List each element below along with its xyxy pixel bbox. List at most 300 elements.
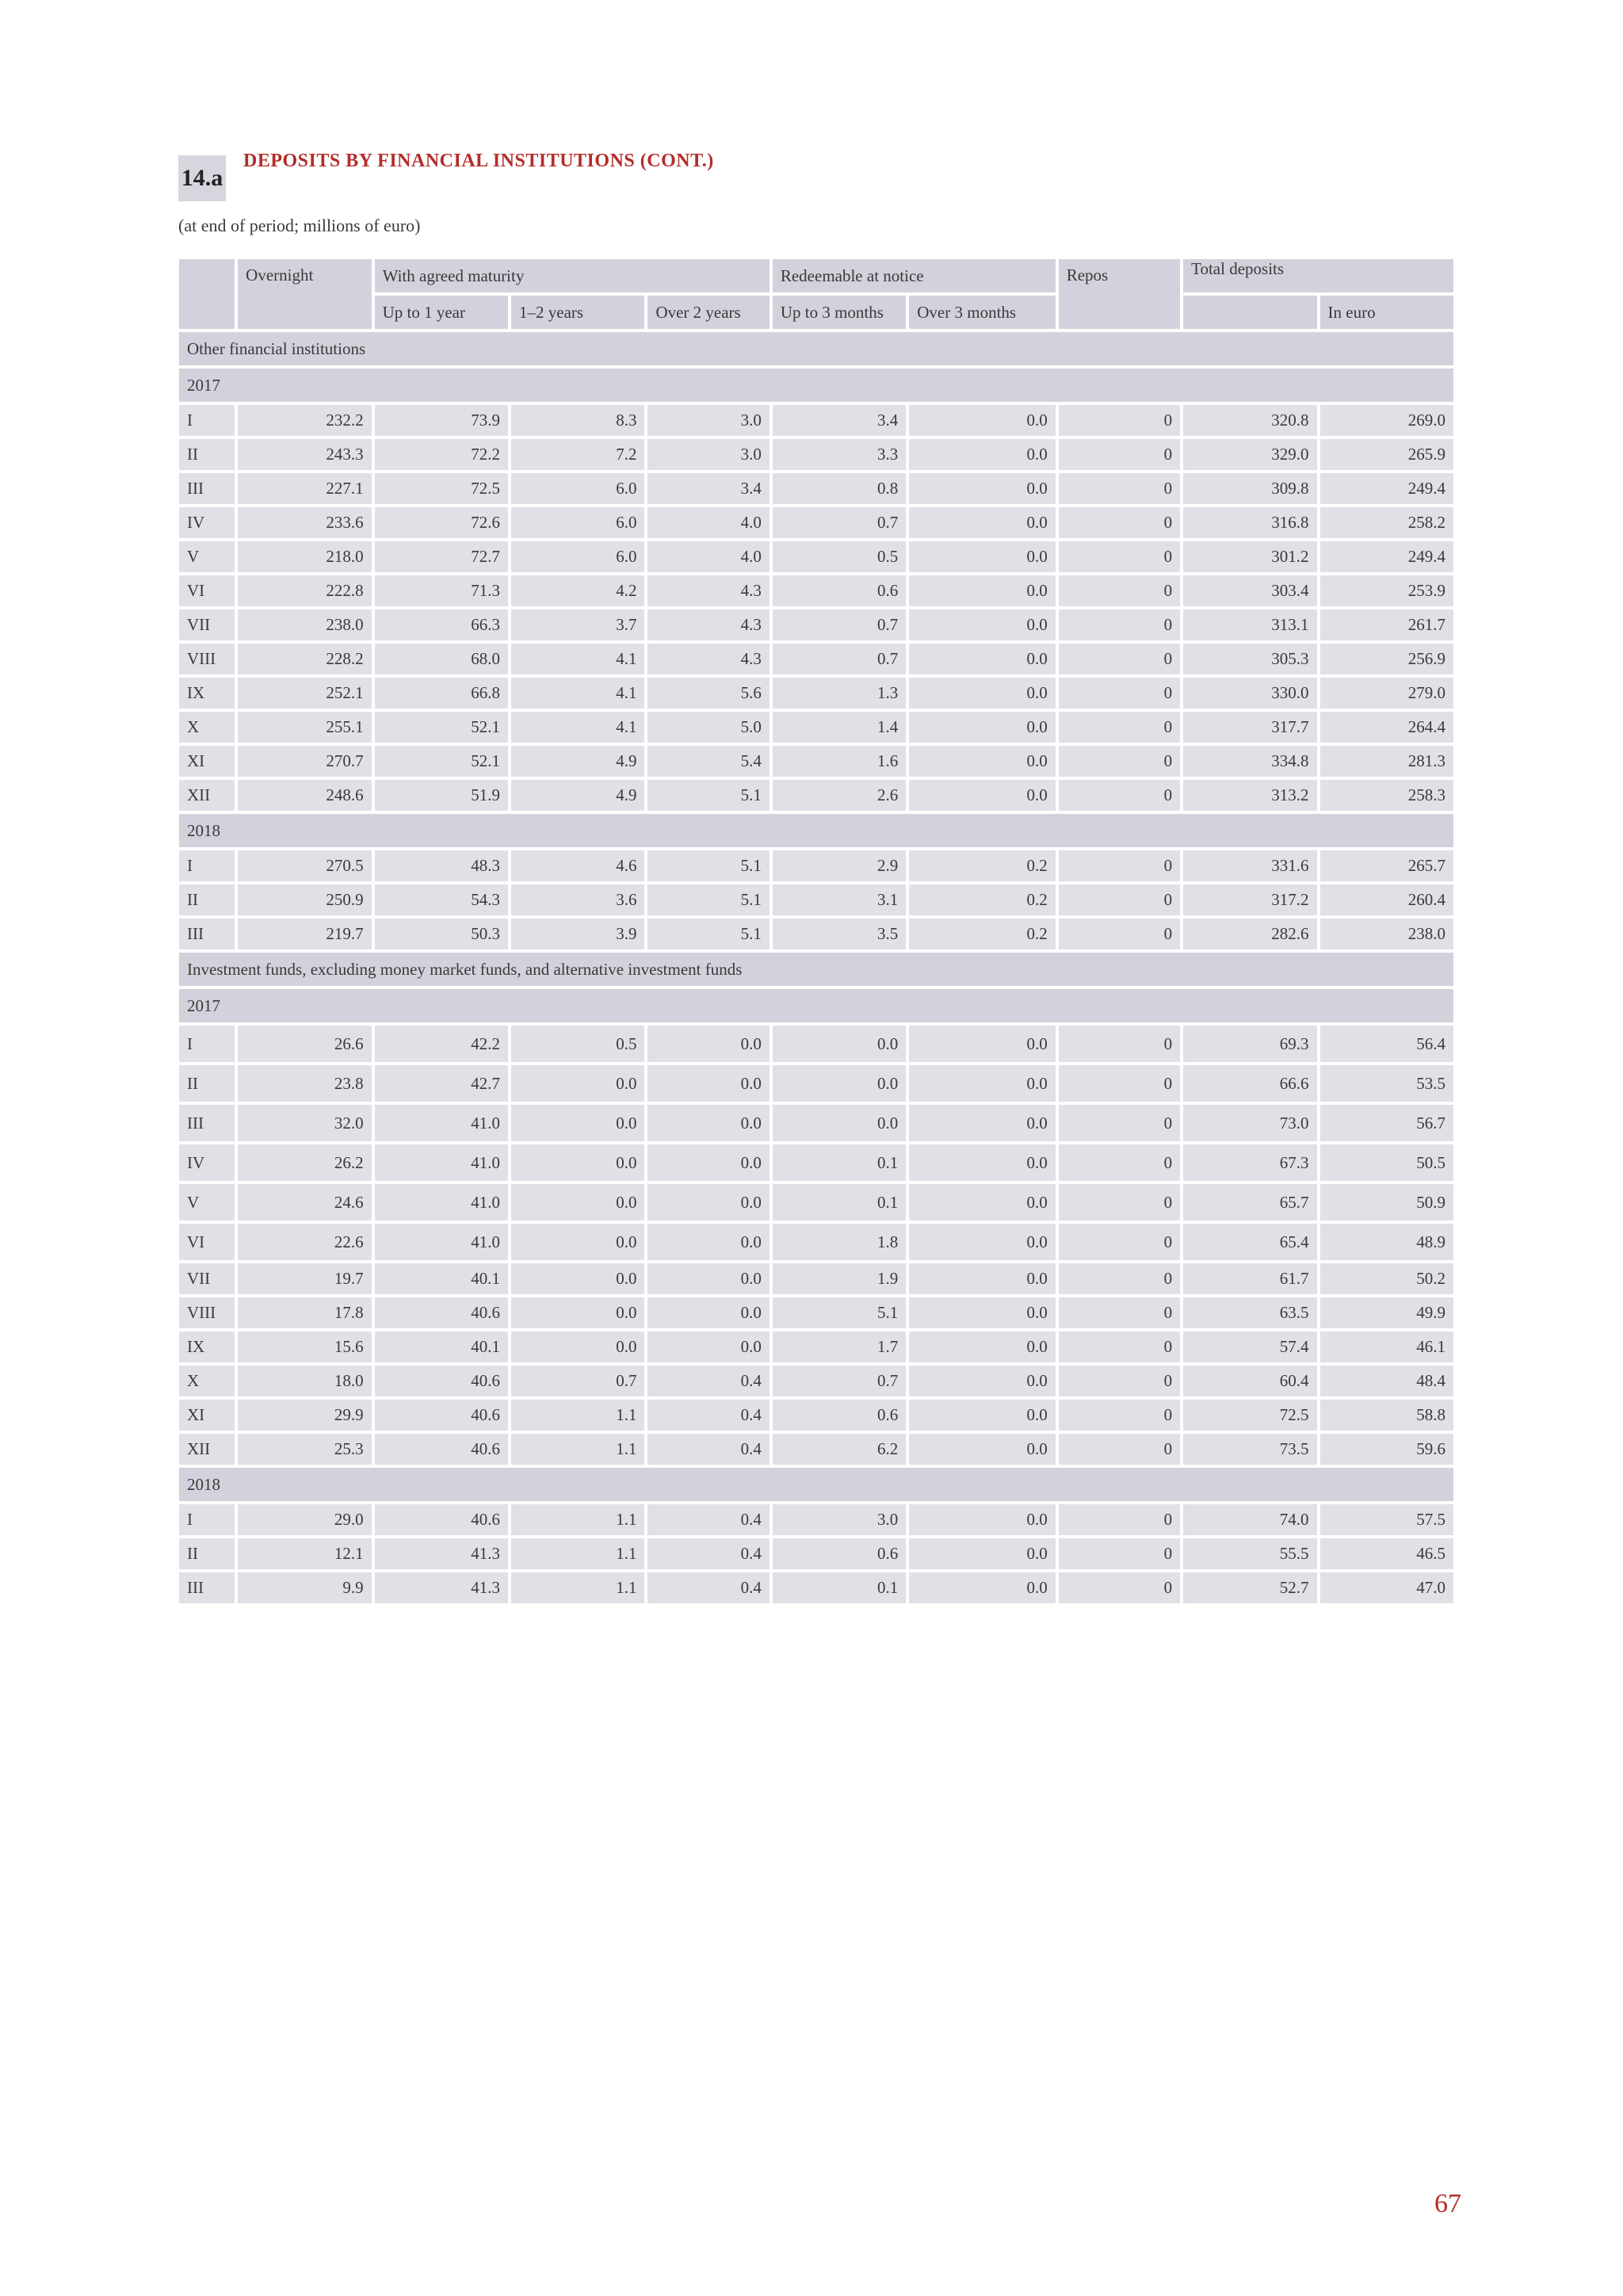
- year-label: 2017: [179, 369, 1453, 402]
- table-row: [179, 1434, 1453, 1465]
- value-cell: 41.0: [375, 1224, 508, 1260]
- value-cell: 3.4: [647, 473, 769, 504]
- value-cell: 0: [1059, 405, 1180, 436]
- period-cell: XII: [179, 780, 235, 811]
- value-cell: 48.4: [1320, 1366, 1453, 1396]
- value-cell: 0.0: [511, 1331, 644, 1362]
- value-cell: 0.0: [909, 1105, 1055, 1141]
- value-cell: 0: [1059, 780, 1180, 811]
- value-cell: 1.4: [773, 712, 906, 743]
- value-cell: 4.1: [511, 644, 644, 674]
- header-up-to-3-months: Up to 3 months: [773, 296, 906, 329]
- value-cell: 1.9: [773, 1263, 906, 1294]
- value-cell: 0.0: [909, 678, 1055, 709]
- period-cell: XII: [179, 1434, 235, 1465]
- value-cell: 258.2: [1320, 507, 1453, 538]
- period-cell: II: [179, 1065, 235, 1102]
- period-cell: VII: [179, 1263, 235, 1294]
- value-cell: 0: [1059, 1434, 1180, 1465]
- value-cell: 3.0: [773, 1504, 906, 1535]
- value-cell: 0.0: [909, 746, 1055, 777]
- section-row: [179, 953, 1453, 986]
- value-cell: 0: [1059, 1105, 1180, 1141]
- value-cell: 1.1: [511, 1434, 644, 1465]
- table-row: [179, 439, 1453, 470]
- value-cell: 260.4: [1320, 884, 1453, 915]
- year-label: 2018: [179, 1468, 1453, 1501]
- value-cell: 56.4: [1320, 1026, 1453, 1062]
- value-cell: 4.0: [647, 507, 769, 538]
- value-cell: 0.0: [909, 1504, 1055, 1535]
- header-agreed-maturity: With agreed maturity: [375, 259, 769, 292]
- value-cell: 0.0: [647, 1144, 769, 1181]
- header-redeemable-notice: Redeemable at notice: [773, 259, 1056, 292]
- value-cell: 67.3: [1183, 1144, 1316, 1181]
- value-cell: 316.8: [1183, 507, 1316, 538]
- value-cell: 3.0: [647, 439, 769, 470]
- value-cell: 281.3: [1320, 746, 1453, 777]
- value-cell: 282.6: [1183, 919, 1316, 949]
- table-row: [179, 1065, 1453, 1102]
- value-cell: 0: [1059, 1331, 1180, 1362]
- value-cell: 0.0: [909, 644, 1055, 674]
- table-row: [179, 1366, 1453, 1396]
- value-cell: 0.1: [773, 1144, 906, 1181]
- value-cell: 23.8: [238, 1065, 371, 1102]
- value-cell: 55.5: [1183, 1538, 1316, 1569]
- value-cell: 0.1: [773, 1184, 906, 1221]
- period-cell: VIII: [179, 644, 235, 674]
- value-cell: 41.3: [375, 1538, 508, 1569]
- value-cell: 0.7: [773, 644, 906, 674]
- table-row: [179, 473, 1453, 504]
- value-cell: 227.1: [238, 473, 371, 504]
- value-cell: 41.0: [375, 1184, 508, 1221]
- value-cell: 0.0: [511, 1184, 644, 1221]
- value-cell: 0: [1059, 1400, 1180, 1431]
- year-row: [179, 369, 1453, 402]
- value-cell: 6.0: [511, 541, 644, 572]
- period-cell: I: [179, 405, 235, 436]
- value-cell: 320.8: [1183, 405, 1316, 436]
- table-row: [179, 1224, 1453, 1260]
- value-cell: 3.6: [511, 884, 644, 915]
- value-cell: 0: [1059, 1065, 1180, 1102]
- value-cell: 4.3: [647, 609, 769, 640]
- period-cell: III: [179, 1572, 235, 1603]
- value-cell: 0.0: [909, 1224, 1055, 1260]
- value-cell: 52.7: [1183, 1572, 1316, 1603]
- value-cell: 0.0: [647, 1184, 769, 1221]
- value-cell: 0: [1059, 1297, 1180, 1328]
- table-row: [179, 1184, 1453, 1221]
- value-cell: 0.0: [909, 507, 1055, 538]
- table-row: [179, 1400, 1453, 1431]
- value-cell: 313.1: [1183, 609, 1316, 640]
- value-cell: 72.5: [375, 473, 508, 504]
- value-cell: 2.9: [773, 850, 906, 881]
- period-cell: II: [179, 884, 235, 915]
- value-cell: 5.6: [647, 678, 769, 709]
- deposits-table: [176, 256, 1457, 1606]
- period-cell: III: [179, 1105, 235, 1141]
- value-cell: 0.6: [773, 1538, 906, 1569]
- table-row: [179, 712, 1453, 743]
- value-cell: 0: [1059, 1144, 1180, 1181]
- period-cell: X: [179, 1366, 235, 1396]
- value-cell: 2.6: [773, 780, 906, 811]
- value-cell: 72.7: [375, 541, 508, 572]
- table-row: [179, 405, 1453, 436]
- value-cell: 0: [1059, 473, 1180, 504]
- value-cell: 71.3: [375, 575, 508, 606]
- value-cell: 0.0: [909, 1400, 1055, 1431]
- value-cell: 0: [1059, 541, 1180, 572]
- value-cell: 8.3: [511, 405, 644, 436]
- value-cell: 0.5: [773, 541, 906, 572]
- value-cell: 5.1: [647, 850, 769, 881]
- value-cell: 57.4: [1183, 1331, 1316, 1362]
- year-label: 2017: [179, 989, 1453, 1022]
- value-cell: 5.1: [647, 919, 769, 949]
- value-cell: 3.3: [773, 439, 906, 470]
- header-over-2-years: Over 2 years: [647, 296, 769, 329]
- value-cell: 0: [1059, 507, 1180, 538]
- header-period: [179, 259, 235, 329]
- value-cell: 0.0: [909, 780, 1055, 811]
- value-cell: 0.0: [909, 712, 1055, 743]
- period-cell: IV: [179, 1144, 235, 1181]
- table-row: [179, 1504, 1453, 1535]
- value-cell: 7.2: [511, 439, 644, 470]
- value-cell: 52.1: [375, 712, 508, 743]
- value-cell: 0: [1059, 1263, 1180, 1294]
- value-cell: 0: [1059, 1224, 1180, 1260]
- value-cell: 0.4: [647, 1538, 769, 1569]
- value-cell: 270.5: [238, 850, 371, 881]
- value-cell: 0.0: [909, 473, 1055, 504]
- value-cell: 0: [1059, 919, 1180, 949]
- value-cell: 72.2: [375, 439, 508, 470]
- value-cell: 72.5: [1183, 1400, 1316, 1431]
- value-cell: 1.3: [773, 678, 906, 709]
- value-cell: 3.0: [647, 405, 769, 436]
- value-cell: 0: [1059, 884, 1180, 915]
- value-cell: 25.3: [238, 1434, 371, 1465]
- period-cell: IX: [179, 1331, 235, 1362]
- table-row: [179, 1331, 1453, 1362]
- value-cell: 47.0: [1320, 1572, 1453, 1603]
- value-cell: 69.3: [1183, 1026, 1316, 1062]
- value-cell: 228.2: [238, 644, 371, 674]
- value-cell: 248.6: [238, 780, 371, 811]
- value-cell: 0.2: [909, 850, 1055, 881]
- value-cell: 256.9: [1320, 644, 1453, 674]
- value-cell: 0.0: [647, 1224, 769, 1260]
- header-up-to-1-year: Up to 1 year: [375, 296, 508, 329]
- value-cell: 1.1: [511, 1504, 644, 1535]
- value-cell: 0: [1059, 1504, 1180, 1535]
- table-row: [179, 1297, 1453, 1328]
- value-cell: 0.0: [909, 541, 1055, 572]
- value-cell: 48.9: [1320, 1224, 1453, 1260]
- value-cell: 72.6: [375, 507, 508, 538]
- value-cell: 330.0: [1183, 678, 1316, 709]
- value-cell: 309.8: [1183, 473, 1316, 504]
- value-cell: 73.9: [375, 405, 508, 436]
- page-number: 67: [1434, 2189, 1461, 2218]
- value-cell: 0.0: [909, 1366, 1055, 1396]
- period-cell: XI: [179, 1400, 235, 1431]
- value-cell: 51.9: [375, 780, 508, 811]
- year-label: 2018: [179, 814, 1453, 847]
- value-cell: 50.5: [1320, 1144, 1453, 1181]
- year-row: [179, 814, 1453, 847]
- value-cell: 40.1: [375, 1263, 508, 1294]
- value-cell: 0.0: [773, 1026, 906, 1062]
- value-cell: 0.0: [909, 1434, 1055, 1465]
- value-cell: 0.0: [647, 1297, 769, 1328]
- value-cell: 65.7: [1183, 1184, 1316, 1221]
- value-cell: 1.8: [773, 1224, 906, 1260]
- value-cell: 0.0: [909, 1538, 1055, 1569]
- value-cell: 4.1: [511, 712, 644, 743]
- value-cell: 219.7: [238, 919, 371, 949]
- value-cell: 40.6: [375, 1434, 508, 1465]
- value-cell: 41.0: [375, 1105, 508, 1141]
- value-cell: 3.9: [511, 919, 644, 949]
- header-overnight: Overnight: [238, 259, 371, 329]
- value-cell: 249.4: [1320, 473, 1453, 504]
- value-cell: 19.7: [238, 1263, 371, 1294]
- value-cell: 0: [1059, 850, 1180, 881]
- table-row: [179, 1105, 1453, 1141]
- value-cell: 0.0: [909, 439, 1055, 470]
- value-cell: 0.7: [511, 1366, 644, 1396]
- value-cell: 3.1: [773, 884, 906, 915]
- value-cell: 50.3: [375, 919, 508, 949]
- value-cell: 9.9: [238, 1572, 371, 1603]
- value-cell: 0.0: [909, 1065, 1055, 1102]
- period-cell: I: [179, 850, 235, 881]
- value-cell: 41.3: [375, 1572, 508, 1603]
- value-cell: 0: [1059, 1026, 1180, 1062]
- header-1-2-years: 1–2 years: [511, 296, 644, 329]
- table-row: [179, 850, 1453, 881]
- value-cell: 0.0: [773, 1065, 906, 1102]
- table-body: [179, 332, 1453, 1603]
- period-cell: XI: [179, 746, 235, 777]
- table-row: [179, 1263, 1453, 1294]
- value-cell: 0.0: [511, 1105, 644, 1141]
- value-cell: 0: [1059, 712, 1180, 743]
- value-cell: 61.7: [1183, 1263, 1316, 1294]
- value-cell: 0.1: [773, 1572, 906, 1603]
- value-cell: 22.6: [238, 1224, 371, 1260]
- value-cell: 5.1: [647, 780, 769, 811]
- value-cell: 0.2: [909, 884, 1055, 915]
- value-cell: 0.4: [647, 1434, 769, 1465]
- table-row: [179, 919, 1453, 949]
- value-cell: 0.6: [773, 575, 906, 606]
- value-cell: 60.4: [1183, 1366, 1316, 1396]
- value-cell: 74.0: [1183, 1504, 1316, 1535]
- value-cell: 255.1: [238, 712, 371, 743]
- value-cell: 0.0: [511, 1263, 644, 1294]
- table-row: [179, 1538, 1453, 1569]
- value-cell: 59.6: [1320, 1434, 1453, 1465]
- table-row: [179, 541, 1453, 572]
- value-cell: 52.1: [375, 746, 508, 777]
- value-cell: 46.5: [1320, 1538, 1453, 1569]
- value-cell: 5.1: [647, 884, 769, 915]
- period-cell: V: [179, 1184, 235, 1221]
- value-cell: 42.2: [375, 1026, 508, 1062]
- value-cell: 222.8: [238, 575, 371, 606]
- period-cell: III: [179, 473, 235, 504]
- value-cell: 249.4: [1320, 541, 1453, 572]
- period-cell: V: [179, 541, 235, 572]
- value-cell: 0.4: [647, 1572, 769, 1603]
- value-cell: 305.3: [1183, 644, 1316, 674]
- value-cell: 5.0: [647, 712, 769, 743]
- value-cell: 264.4: [1320, 712, 1453, 743]
- value-cell: 0.0: [511, 1065, 644, 1102]
- value-cell: 0.0: [909, 1263, 1055, 1294]
- section-title: Investment funds, excluding money market funds, and alternative investment funds: [179, 953, 1453, 986]
- table-row: [179, 780, 1453, 811]
- value-cell: 0: [1059, 746, 1180, 777]
- value-cell: 57.5: [1320, 1504, 1453, 1535]
- value-cell: 42.7: [375, 1065, 508, 1102]
- value-cell: 0.6: [773, 1400, 906, 1431]
- header-in-euro: In euro: [1320, 296, 1453, 329]
- value-cell: 301.2: [1183, 541, 1316, 572]
- value-cell: 32.0: [238, 1105, 371, 1141]
- value-cell: 73.5: [1183, 1434, 1316, 1465]
- value-cell: 40.6: [375, 1400, 508, 1431]
- value-cell: 18.0: [238, 1366, 371, 1396]
- value-cell: 17.8: [238, 1297, 371, 1328]
- table-title: DEPOSITS BY FINANCIAL INSTITUTIONS (CONT.): [243, 151, 714, 171]
- value-cell: 0.0: [909, 609, 1055, 640]
- value-cell: 0.0: [511, 1224, 644, 1260]
- value-cell: 0: [1059, 575, 1180, 606]
- value-cell: 3.7: [511, 609, 644, 640]
- period-cell: I: [179, 1504, 235, 1535]
- value-cell: 66.3: [375, 609, 508, 640]
- value-cell: 0.0: [647, 1105, 769, 1141]
- value-cell: 0.0: [909, 1184, 1055, 1221]
- value-cell: 58.8: [1320, 1400, 1453, 1431]
- value-cell: 250.9: [238, 884, 371, 915]
- value-cell: 252.1: [238, 678, 371, 709]
- table-row: [179, 507, 1453, 538]
- value-cell: 1.1: [511, 1400, 644, 1431]
- table-subtitle: (at end of period; millions of euro): [178, 216, 421, 235]
- value-cell: 0.0: [909, 1572, 1055, 1603]
- value-cell: 0.7: [773, 507, 906, 538]
- value-cell: 270.7: [238, 746, 371, 777]
- period-cell: II: [179, 439, 235, 470]
- value-cell: 6.0: [511, 473, 644, 504]
- header-total-blank: [1183, 296, 1316, 329]
- period-cell: I: [179, 1026, 235, 1062]
- value-cell: 258.3: [1320, 780, 1453, 811]
- value-cell: 3.5: [773, 919, 906, 949]
- value-cell: 1.1: [511, 1572, 644, 1603]
- value-cell: 331.6: [1183, 850, 1316, 881]
- value-cell: 50.2: [1320, 1263, 1453, 1294]
- value-cell: 5.1: [773, 1297, 906, 1328]
- value-cell: 4.3: [647, 644, 769, 674]
- value-cell: 4.3: [647, 575, 769, 606]
- value-cell: 3.4: [773, 405, 906, 436]
- section-title: Other financial institutions: [179, 332, 1453, 365]
- value-cell: 65.4: [1183, 1224, 1316, 1260]
- value-cell: 0.0: [909, 1026, 1055, 1062]
- value-cell: 66.6: [1183, 1065, 1316, 1102]
- table-row: [179, 1144, 1453, 1181]
- table-row: [179, 575, 1453, 606]
- value-cell: 0: [1059, 609, 1180, 640]
- value-cell: 233.6: [238, 507, 371, 538]
- value-cell: 0: [1059, 1538, 1180, 1569]
- value-cell: 253.9: [1320, 575, 1453, 606]
- table-header: [179, 259, 1453, 329]
- value-cell: 269.0: [1320, 405, 1453, 436]
- value-cell: 54.3: [375, 884, 508, 915]
- value-cell: 26.6: [238, 1026, 371, 1062]
- header-repos: Repos: [1059, 259, 1180, 329]
- value-cell: 0.0: [511, 1297, 644, 1328]
- value-cell: 0.7: [773, 609, 906, 640]
- table-row: [179, 609, 1453, 640]
- value-cell: 0: [1059, 644, 1180, 674]
- value-cell: 63.5: [1183, 1297, 1316, 1328]
- value-cell: 4.9: [511, 746, 644, 777]
- table-row: [179, 884, 1453, 915]
- table-row: [179, 1026, 1453, 1062]
- period-cell: VII: [179, 609, 235, 640]
- period-cell: II: [179, 1538, 235, 1569]
- value-cell: 0: [1059, 1184, 1180, 1221]
- value-cell: 40.6: [375, 1297, 508, 1328]
- table-row: [179, 746, 1453, 777]
- value-cell: 261.7: [1320, 609, 1453, 640]
- value-cell: 6.0: [511, 507, 644, 538]
- value-cell: 0.0: [647, 1263, 769, 1294]
- value-cell: 0.4: [647, 1504, 769, 1535]
- value-cell: 334.8: [1183, 746, 1316, 777]
- period-cell: VI: [179, 575, 235, 606]
- table-row: [179, 644, 1453, 674]
- period-cell: VI: [179, 1224, 235, 1260]
- value-cell: 329.0: [1183, 439, 1316, 470]
- value-cell: 4.6: [511, 850, 644, 881]
- table-row: [179, 1572, 1453, 1603]
- value-cell: 0.0: [773, 1105, 906, 1141]
- value-cell: 317.7: [1183, 712, 1316, 743]
- value-cell: 0.0: [647, 1065, 769, 1102]
- year-row: [179, 989, 1453, 1022]
- value-cell: 0.8: [773, 473, 906, 504]
- header-over-3-months: Over 3 months: [909, 296, 1055, 329]
- value-cell: 5.4: [647, 746, 769, 777]
- table-row: [179, 678, 1453, 709]
- value-cell: 6.2: [773, 1434, 906, 1465]
- value-cell: 12.1: [238, 1538, 371, 1569]
